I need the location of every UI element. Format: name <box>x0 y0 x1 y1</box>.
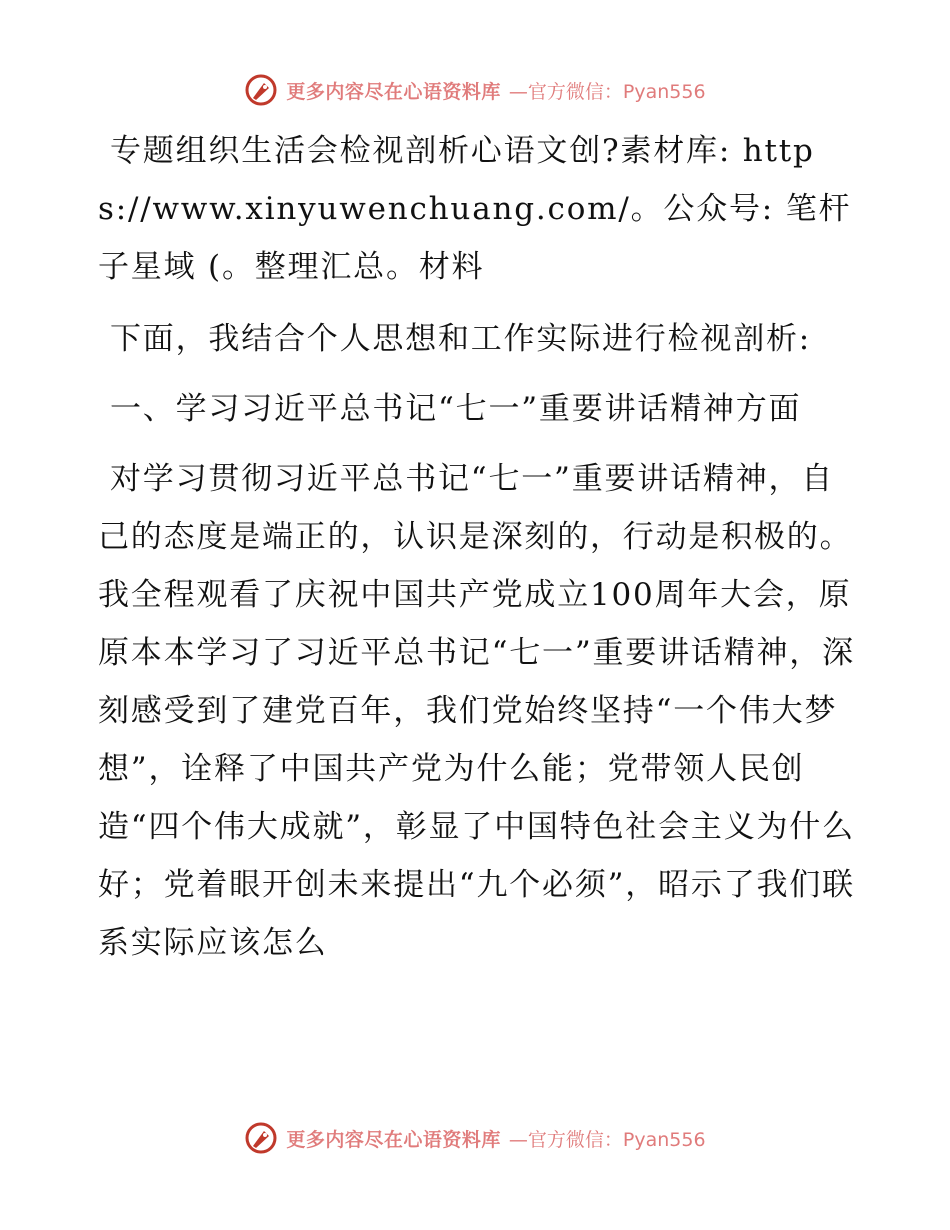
body-paragraph: 对学习贯彻习近平总书记“七一”重要讲话精神，自己的态度是端正的，认识是深刻的，行动是积极的。我全程观看了庆祝中国共产党成立100周年大会，原原本本学习了习近平总书记“七一”重要讲话精神，深刻感受到了建党百年，我们党始终坚持“一个伟大梦想”，诠释了中国共产党为什么能；党带领人民创造“四个伟大成就”，彰显了中国特色社会主义为什么好；党着眼开创未来提出“九个必须”，昭示了我们联系实际应该怎么 <box>98 461 855 961</box>
banner-contact-text: —官方微信：Pyan556 <box>508 80 706 103</box>
pen-nib-circle-icon <box>244 1121 278 1155</box>
document-body <box>98 122 858 984</box>
analysis-intro-paragraph: 下面，我结合个人思想和工作实际进行检视剖析: <box>110 321 812 357</box>
intro-paragraph: 专题组织生活会检视剖析心语文创?素材库: https://www.xinyuwenchuang.com/。公众号: 笔杆子星域 (。整理汇总。材料 <box>98 133 852 285</box>
footer-banner <box>0 1118 950 1158</box>
section-heading: 一、学习习近平总书记“七一”重要讲话精神方面 <box>110 391 802 427</box>
footer-contact-text: —官方微信：Pyan556 <box>508 1128 706 1151</box>
header-banner <box>0 70 950 110</box>
footer-main-text: 更多内容尽在心语资料库 <box>286 1128 501 1151</box>
banner-main-text: 更多内容尽在心语资料库 <box>286 80 501 103</box>
pen-nib-circle-icon <box>244 73 278 107</box>
